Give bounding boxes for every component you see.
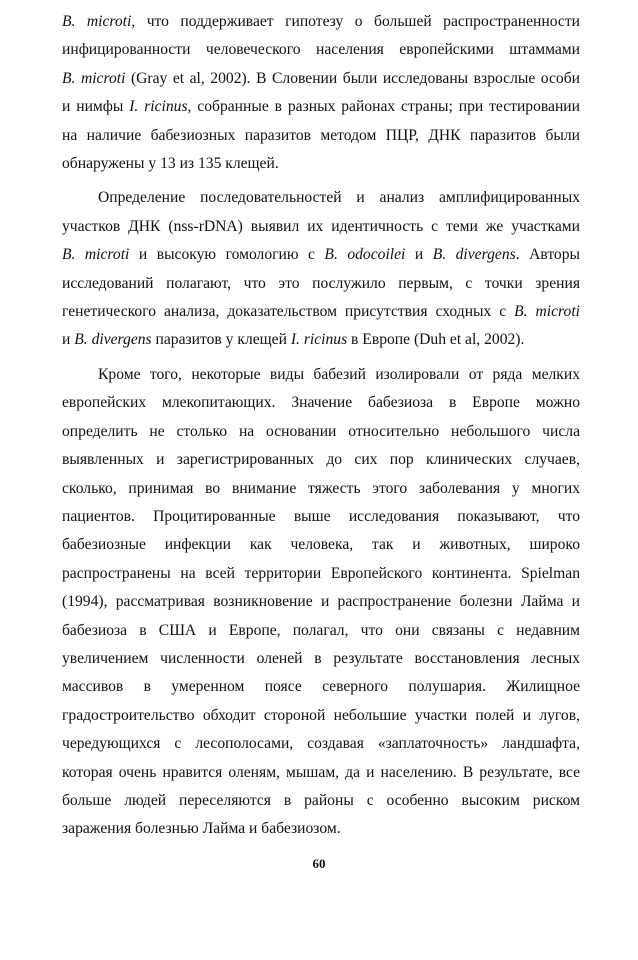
species-name: I. ricinus — [290, 331, 348, 349]
paragraph-line: и нимфы I. ricinus, собранные в разных районах страны; при тестировании — [62, 98, 580, 116]
species-name: B. odocoilei — [324, 246, 406, 264]
species-name: I. ricinus — [129, 98, 188, 116]
species-name: B. microti — [62, 246, 130, 264]
paragraph-line: Кроме того, некоторые виды бабезий изолировали от ряда мелких — [98, 365, 580, 383]
paragraph-line: определить не столько на основании относительно небольшого числа — [62, 422, 580, 440]
paragraph-line: B. microti (Gray et al, 2002). В Словении были исследованы взрослые особи — [62, 69, 580, 87]
paragraph-line: чередующихся с лесополосами, создавая «заплаточность» ландшафта, — [62, 735, 580, 753]
paragraph-line: распространены на всей территории Европейского континента. Spielman — [62, 564, 580, 582]
paragraph-line: градостроительство обходит стороной небольшие участки полей и лугов, — [62, 706, 580, 724]
paragraph-line: сколько, принимая во внимание тяжесть этого заболевания у многих — [62, 479, 580, 497]
paragraph-line: Определение последовательностей и анализ амплифицированных — [98, 189, 580, 207]
paragraph-1 — [62, 8, 580, 178]
paragraph-line: бабезиоза в США и Европе, полагал, что они связаны с недавним — [62, 621, 580, 639]
paragraph-line: выявленных и зарегистрированных до сих пор клинических случаев, — [62, 451, 580, 469]
species-name: B. divergens — [432, 246, 516, 264]
paragraph-line: увеличением численности оленей в результате восстановления лесных — [62, 649, 580, 667]
paragraph-line: пациентов. Процитированные выше исследования показывают, что — [62, 507, 580, 525]
paragraph-line: европейских млекопитающих. Значение бабезиоза в Европе можно — [62, 394, 580, 412]
paragraph-line: и B. divergens паразитов у клещей I. ricinus в Европе (Duh et al, 2002). — [62, 331, 525, 349]
paragraph-line: бабезиозные инфекции как человека, так и животных, широко — [62, 536, 580, 554]
paragraph-line: исследований полагают, что это послужило первым, с точки зрения — [62, 274, 580, 292]
paragraph-2 — [62, 184, 580, 354]
paragraph-line: больше людей переселяются в районы с особенно высоким риском — [62, 791, 580, 809]
paragraph-line: инфицированности человеческого населения европейскими штаммами — [62, 41, 580, 59]
paragraph-line: генетического анализа, доказательством присутствия сходных с B. microti — [62, 303, 580, 321]
paragraph-line: (1994), рассматривая возникновение и распространение болезни Лайма и — [62, 593, 580, 611]
paragraph-line: которая очень нравится оленям, мышам, да и населению. В результате, все — [62, 763, 580, 781]
paragraph-line: на наличие бабезиозных паразитов методом ПЦР, ДНК паразитов были — [62, 126, 580, 144]
paragraph-line: участков ДНК (nss-rDNA) выявил их идентичность с теми же участками — [62, 217, 580, 235]
paragraph-line: B. microti и высокую гомологию с B. odocoilei и B. divergens. Авторы — [62, 246, 580, 264]
species-name: B. divergens — [74, 331, 152, 349]
document-page — [62, 8, 580, 844]
species-name: B. microti — [62, 69, 126, 87]
paragraph-3 — [62, 361, 580, 844]
paragraph-line: заражения болезнью Лайма и бабезиозом. — [62, 820, 341, 838]
paragraph-line: B. microti, что поддерживает гипотезу о большей распространенности — [62, 13, 580, 30]
paragraph-line: обнаружены у 13 из 135 клещей. — [62, 155, 279, 173]
paragraph-line: массивов в умеренном поясе северного полушария. Жилищное — [62, 678, 580, 696]
species-name: B. microti — [62, 13, 132, 30]
species-name: B. microti — [514, 303, 580, 321]
page-number: 60 — [312, 856, 326, 871]
